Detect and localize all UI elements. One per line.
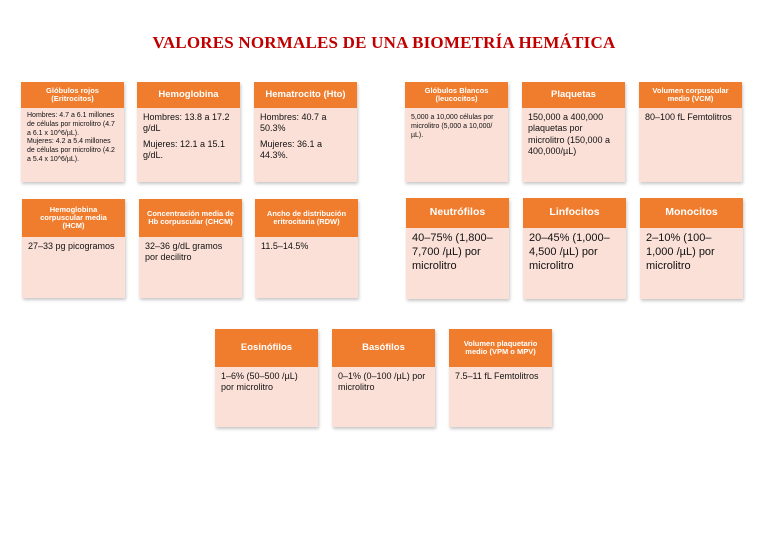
card-header: Ancho de distribución eritrocitaria (RDW): [255, 199, 358, 237]
card-line: 40–75% (1,800–7,700 /µL) por microlitro: [412, 232, 493, 272]
card-header: Linfocitos: [523, 198, 626, 228]
card-rdw: [255, 199, 358, 298]
card-line: 2–10% (100–1,000 /µL) por microlitro: [646, 232, 715, 272]
card-monocitos: [640, 198, 743, 299]
card-header: Hematrocito (Hto): [254, 82, 357, 108]
card-body: [139, 237, 242, 268]
card-body: [406, 228, 509, 277]
card-globulos-rojos: [21, 82, 124, 182]
card-header: Glóbulos rojos (Eritrocitos): [21, 82, 124, 108]
card-header: Volumen corpuscular medio (VCM): [639, 82, 742, 108]
card-line: 27–33 pg picogramos: [28, 241, 115, 251]
card-line: Hombres: 13.8 a 17.2 g/dL: [143, 112, 230, 134]
card-line: 20–45% (1,000–4,500 /µL) por microlitro: [529, 232, 610, 272]
card-line: 5,000 a 10,000 células por microlitro (5,000 a 10,000/µL).: [411, 114, 494, 139]
card-header: Plaquetas: [522, 82, 625, 108]
card-line: Mujeres: 4.2 a 5.4 millones de células por microlitro (4.2 a 5.4 x 10^6/µL).: [27, 138, 115, 163]
card-chcm: [139, 199, 242, 298]
card-plaquetas: [522, 82, 625, 182]
card-globulos-blancos: [405, 82, 508, 182]
card-hemoglobina: [137, 82, 240, 182]
card-line: 32–36 g/dL gramos por decilitro: [145, 241, 223, 263]
card-body: [639, 108, 742, 127]
card-basofilos: [332, 329, 435, 427]
card-line: Hombres: 40.7 a 50.3%: [260, 112, 327, 134]
card-body: [522, 108, 625, 161]
card-header: Monocitos: [640, 198, 743, 228]
card-header: Concentración media de Hb corpuscular (CHCM): [139, 199, 242, 237]
card-hcm: [22, 199, 125, 298]
card-body: [523, 228, 626, 277]
card-header: Hemoglobina corpuscular media (HCM): [22, 199, 125, 237]
card-neutrofilos: [406, 198, 509, 299]
card-eosinofilos: [215, 329, 318, 427]
card-body: [22, 237, 125, 256]
card-body: [215, 367, 318, 398]
card-body: [21, 108, 124, 169]
card-body: [332, 367, 435, 398]
card-header: Neutrófilos: [406, 198, 509, 228]
card-line: 1–6% (50–500 /µL) por microlitro: [221, 371, 298, 393]
card-line: 80–100 fL Femtolitros: [645, 112, 732, 122]
page-title: VALORES NORMALES DE UNA BIOMETRÍA HEMÁTICA: [152, 33, 616, 52]
card-header: Volumen plaquetario medio (VPM o MPV): [449, 329, 552, 367]
card-line: Mujeres: 12.1 a 15.1 g/dL.: [143, 138, 226, 160]
card-line: Hombres: 4.7 a 6.1 millones de células por microlitro (4.7 a 6.1 x 10^6/µL).: [27, 112, 115, 137]
card-header: Glóbulos Blancos (leucocitos): [405, 82, 508, 108]
card-header: Basófilos: [332, 329, 435, 367]
card-body: [254, 108, 357, 165]
card-vpm: [449, 329, 552, 427]
card-body: [640, 228, 743, 277]
card-hematocrito: [254, 82, 357, 182]
card-line: 0–1% (0–100 /µL) por microlitro: [338, 371, 426, 393]
card-vcm: [639, 82, 742, 182]
card-line: 150,000 a 400,000 plaquetas por microlitro (150,000 a 400,000/µL): [528, 112, 611, 156]
card-linfocitos: [523, 198, 626, 299]
card-header: Hemoglobina: [137, 82, 240, 108]
card-line: 7.5–11 fL Femtolitros: [455, 371, 539, 381]
card-header: Eosinófilos: [215, 329, 318, 367]
card-body: [137, 108, 240, 165]
card-body: [255, 237, 358, 256]
card-body: [449, 367, 552, 386]
card-line: 11.5–14.5%: [261, 241, 309, 251]
card-body: [405, 108, 508, 144]
card-line: Mujeres: 36.1 a 44.3%.: [260, 138, 323, 160]
